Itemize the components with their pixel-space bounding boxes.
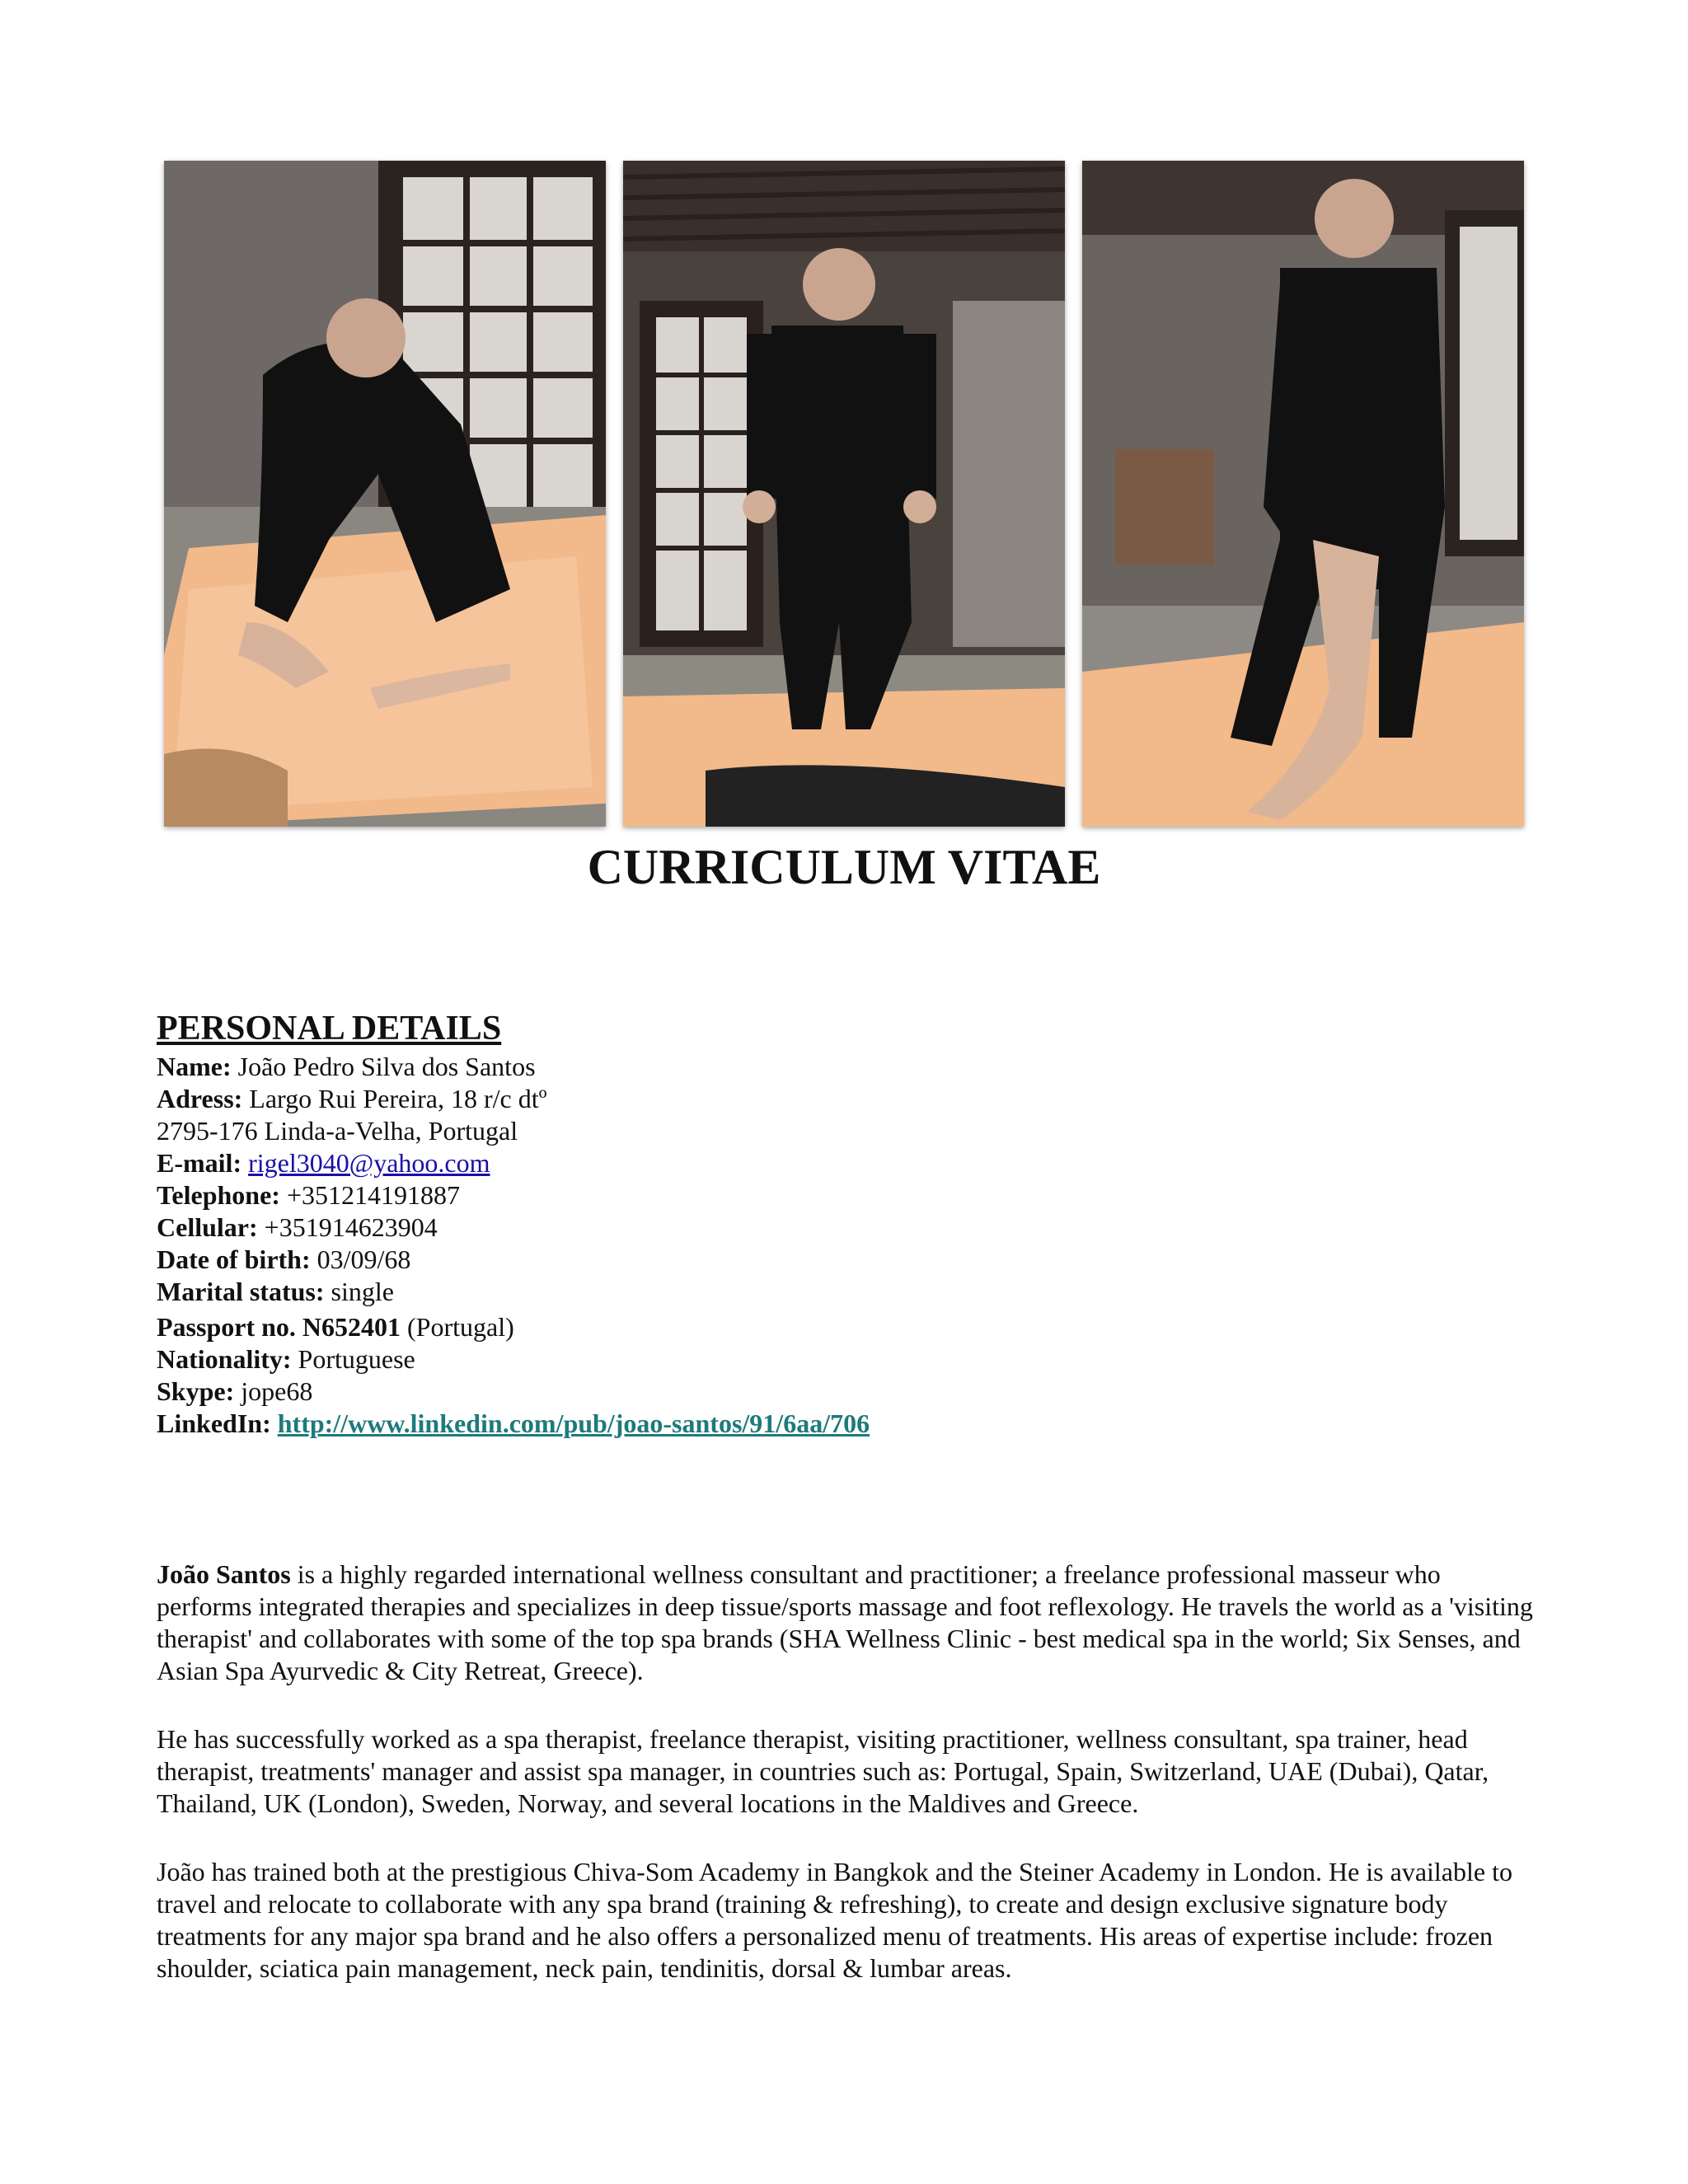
linkedin-link[interactable]: http://www.linkedin.com/pub/joao-santos/91/6aa/706 — [277, 1408, 870, 1438]
photo-therapist-stretching-arm — [1082, 161, 1524, 827]
personal-details — [157, 1051, 870, 1440]
address-row — [157, 1083, 870, 1115]
nationality-row — [157, 1343, 870, 1376]
cellular-value: +351914623904 — [257, 1212, 438, 1242]
telephone-label: Telephone: — [157, 1180, 280, 1210]
cellular-row — [157, 1212, 870, 1244]
skype-label: Skype: — [157, 1376, 235, 1406]
linkedin-row — [157, 1408, 870, 1440]
name-row — [157, 1051, 870, 1083]
name-value: João Pedro Silva dos Santos — [231, 1052, 536, 1081]
bio-paragraph-3: João has trained both at the prestigious Chiva-Som Academy in Bangkok and the Steiner Academy in London. He is available to travel and relocate to collaborate with any spa brand (training & refreshing), to create and design exclusive signature body treatments for any major spa brand and he also offers a personalized menu of treatments. His areas of expertise include: frozen shoulder, sciatica pain management, neck pain, tendinitis, dorsal & lumbar areas. — [157, 1857, 1512, 1983]
page-title: CURRICULUM VITAE — [587, 840, 1101, 894]
massage-photo-icon — [164, 161, 606, 827]
nationality-label: Nationality: — [157, 1344, 292, 1374]
photo-therapist-standing — [623, 161, 1065, 827]
bio-name: João Santos — [157, 1559, 291, 1589]
marital-value: single — [324, 1277, 394, 1306]
marital-row — [157, 1276, 870, 1308]
nationality-value: Portuguese — [291, 1344, 415, 1374]
passport-value: (Portugal) — [401, 1312, 514, 1342]
dob-label: Date of birth: — [157, 1244, 311, 1274]
passport-label: Passport no. N652401 — [157, 1312, 401, 1342]
personal-details-heading: PERSONAL DETAILS — [157, 1010, 502, 1047]
skype-value: jope68 — [234, 1376, 313, 1406]
marital-label: Marital status: — [157, 1277, 325, 1306]
email-row — [157, 1147, 870, 1179]
address-line1: Largo Rui Pereira, 18 r/c dtº — [242, 1084, 547, 1113]
telephone-value: +351214191887 — [279, 1180, 460, 1210]
address-label: Adress: — [157, 1084, 243, 1113]
address-line2-row — [157, 1115, 870, 1147]
bio-paragraph-1-text: is a highly regarded international wellness consultant and practitioner; a freelance professional masseur who performs integrated therapies and specializes in deep tissue/sports massage and foot reflexology. He travels the world as a 'visiting therapist' and collaborates with some of the top spa brands (SHA Wellness Clinic - best medical spa in the world; Six Senses, and Asian Spa Ayurvedic & City Retreat, Greece). — [157, 1559, 1533, 1685]
address-line2: 2795-176 Linda-a-Velha, Portugal — [157, 1116, 518, 1146]
passport-row — [157, 1311, 870, 1343]
skype-row — [157, 1376, 870, 1408]
linkedin-label: LinkedIn: — [157, 1408, 271, 1438]
name-label: Name: — [157, 1052, 232, 1081]
dob-row — [157, 1244, 870, 1276]
dob-value: 03/09/68 — [310, 1244, 411, 1274]
massage-photo-icon — [623, 161, 1065, 827]
photo-strip — [164, 161, 1524, 827]
email-label: E-mail: — [157, 1148, 242, 1178]
bio-paragraph-2: He has successfully worked as a spa therapist, freelance therapist, visiting practitioner, wellness consultant, spa trainer, head therapist, treatments' manager and assist spa manager, in countries such as: Portugal, Spain, Switzerland, UAE (Dubai), Qatar, Thailand, UK (London), Sweden, Norway, and several locations in the Maldives and Greece. — [157, 1724, 1489, 1818]
bio-paragraph-1 — [157, 1558, 1535, 1687]
email-link[interactable]: rigel3040@yahoo.com — [248, 1148, 490, 1178]
massage-photo-icon — [1082, 161, 1524, 827]
photo-therapist-pressing-back — [164, 161, 606, 827]
biography — [157, 1558, 1535, 2021]
cellular-label: Cellular: — [157, 1212, 258, 1242]
telephone-row — [157, 1179, 870, 1212]
